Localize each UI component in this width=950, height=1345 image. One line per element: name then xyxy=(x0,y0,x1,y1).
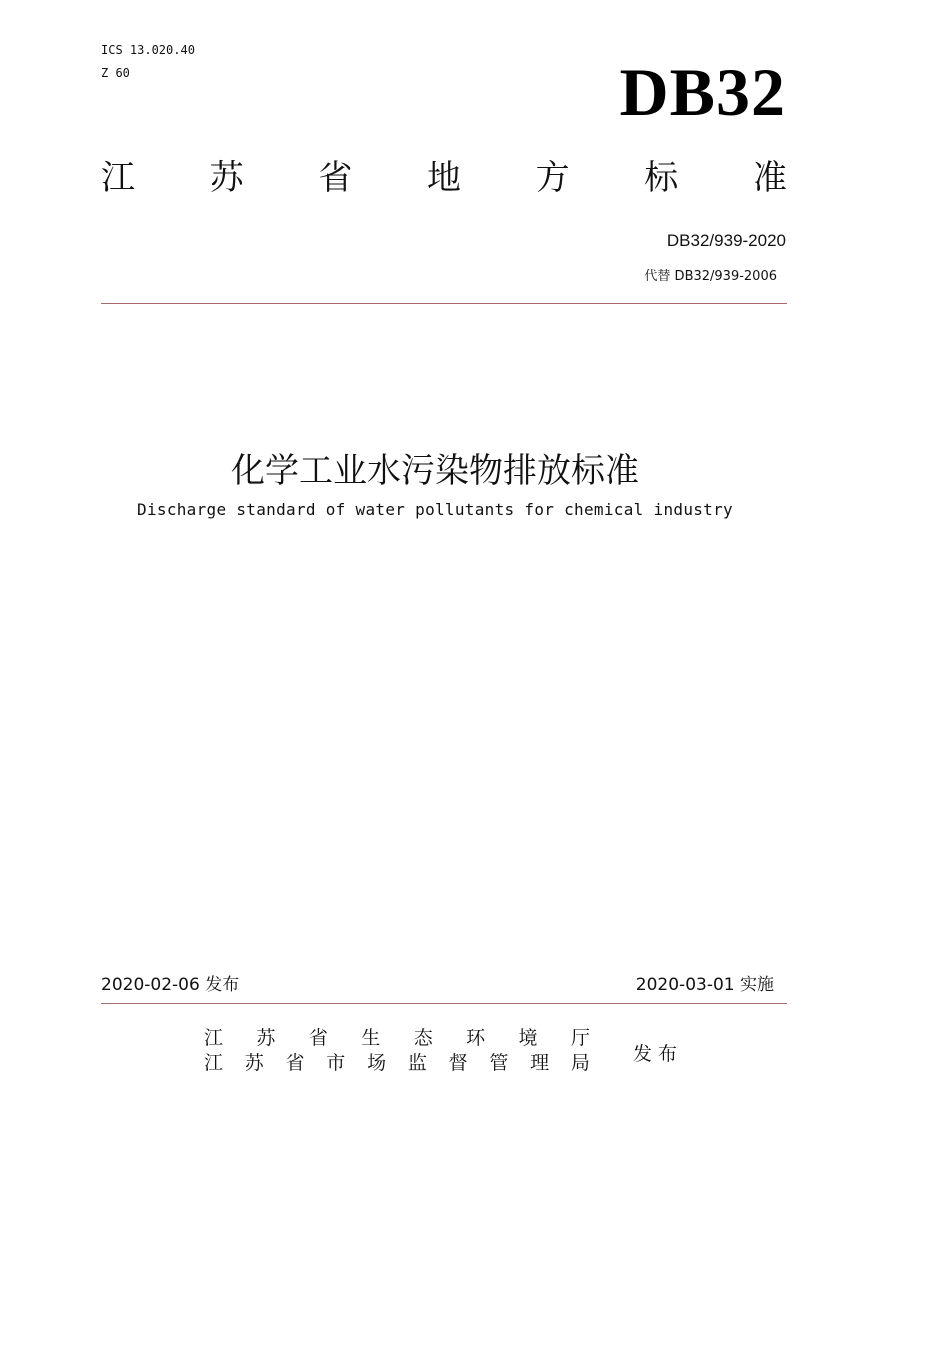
province-title-char: 准 xyxy=(752,158,787,198)
province-title-char: 省 xyxy=(318,158,353,198)
document-title-english: Discharge standard of water pollutants for chemical industry xyxy=(137,500,733,519)
replaces-standard: 代替 DB32/939-2006 xyxy=(644,269,777,284)
classification-code: Z 60 xyxy=(101,66,130,80)
issuer-char: 江 xyxy=(204,1027,224,1049)
province-title-char: 方 xyxy=(535,158,570,198)
issuer-char: 督 xyxy=(448,1052,468,1074)
document-title-chinese: 化学工业水污染物排放标准 xyxy=(231,451,639,491)
issuer-char: 态 xyxy=(413,1027,433,1049)
province-standard-title xyxy=(101,156,787,200)
issuer-char: 苏 xyxy=(244,1052,264,1074)
implementation-date: 2020-03-01 实施 xyxy=(635,975,774,995)
issuer-char: 省 xyxy=(285,1052,305,1074)
standard-number: DB32/939-2020 xyxy=(666,231,786,250)
issuer-char: 境 xyxy=(518,1027,538,1049)
db-logo: DB32 xyxy=(619,54,786,130)
issue-label: 发布 xyxy=(633,1043,684,1065)
issuer-market-supervision xyxy=(204,1051,590,1075)
issuer-char: 厅 xyxy=(570,1027,590,1049)
issuer-char: 环 xyxy=(466,1027,486,1049)
issuer-char: 市 xyxy=(326,1052,346,1074)
bottom-divider xyxy=(101,1003,787,1004)
province-title-char: 苏 xyxy=(209,158,244,198)
issuer-char: 监 xyxy=(407,1052,427,1074)
top-divider xyxy=(101,303,787,304)
issuer-char: 江 xyxy=(204,1052,224,1074)
province-title-char: 标 xyxy=(644,158,679,198)
issuer-char: 省 xyxy=(308,1027,328,1049)
issuer-char: 管 xyxy=(489,1052,509,1074)
issuer-char: 局 xyxy=(570,1052,590,1074)
issuer-char: 生 xyxy=(361,1027,381,1049)
issuer-ecology-department xyxy=(204,1026,590,1050)
ics-code: ICS 13.020.40 xyxy=(101,43,195,57)
issuer-char: 场 xyxy=(367,1052,387,1074)
issuer-char: 理 xyxy=(530,1052,550,1074)
province-title-char: 江 xyxy=(101,158,135,198)
province-title-char: 地 xyxy=(426,158,461,198)
issuer-char: 苏 xyxy=(256,1027,276,1049)
issue-date: 2020-02-06 发布 xyxy=(101,975,240,995)
